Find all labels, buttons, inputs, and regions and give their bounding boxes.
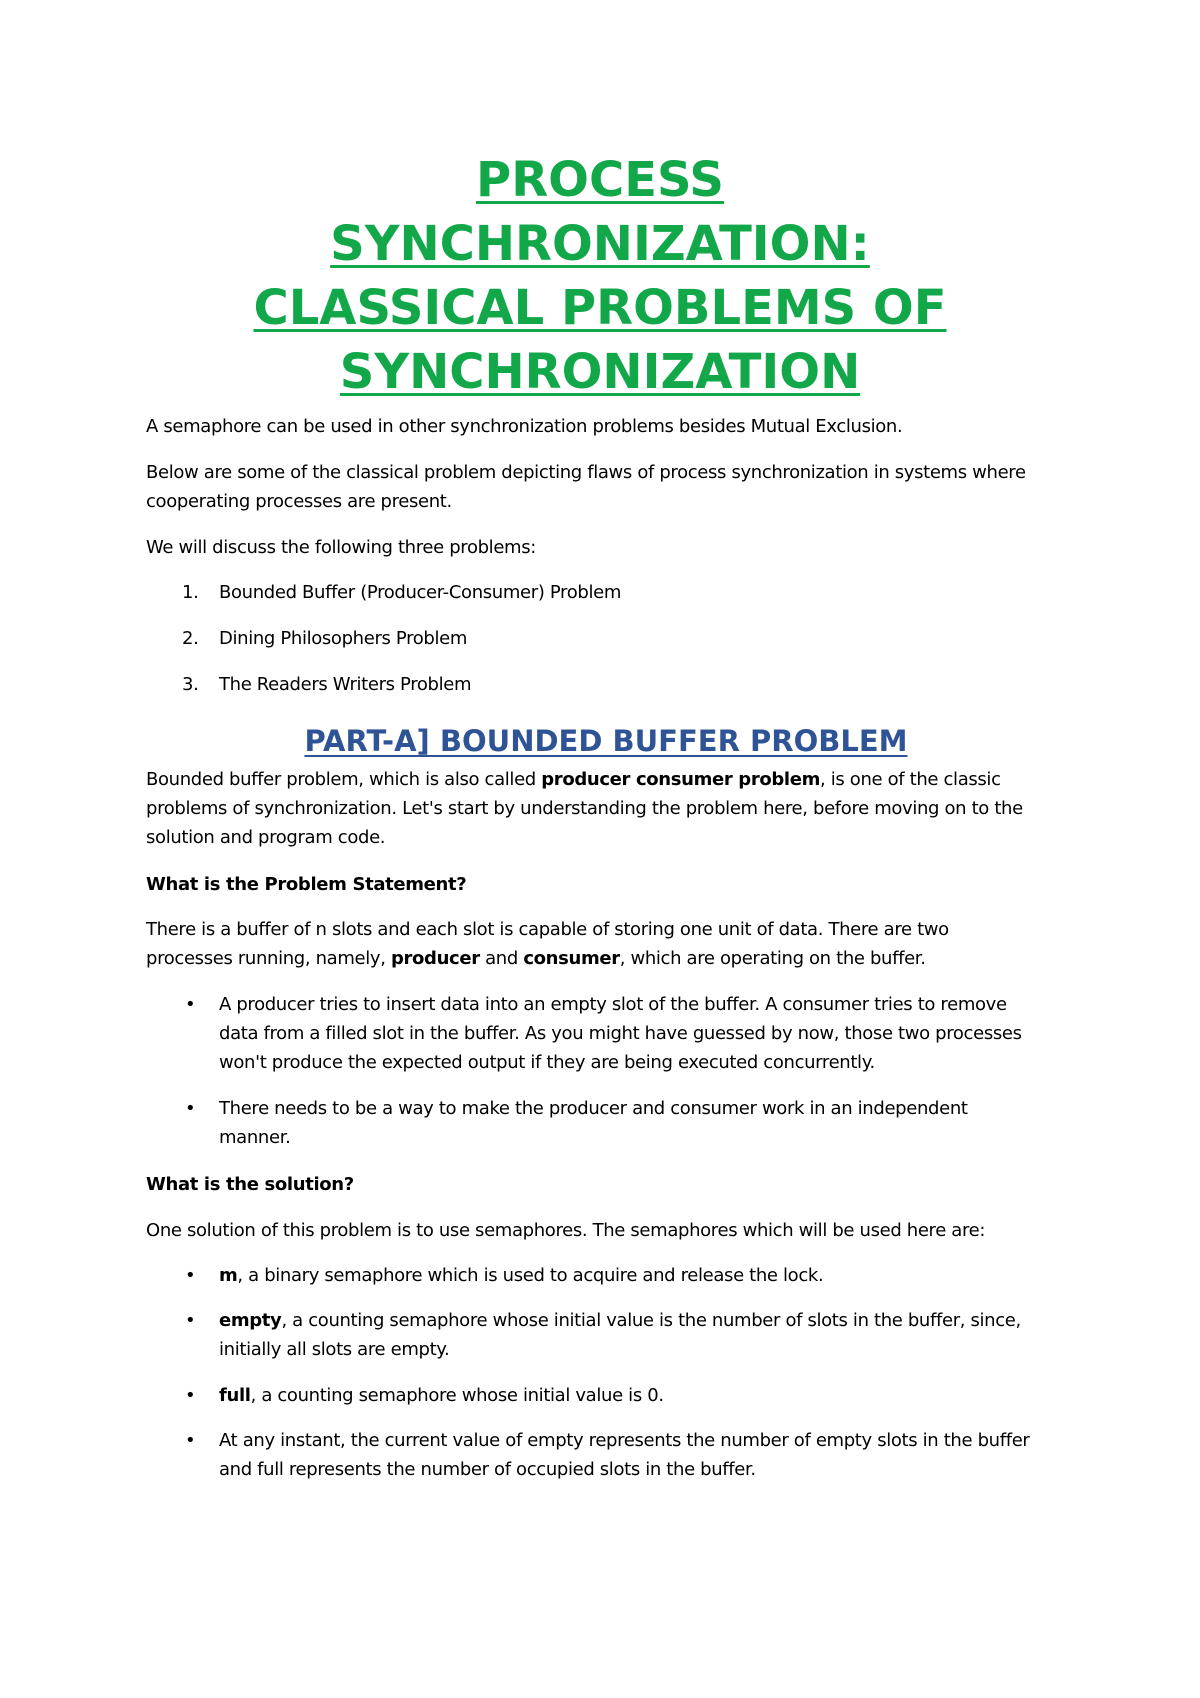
- paragraph-text: processes running, namely,: [146, 948, 391, 969]
- bullet-icon: •: [185, 1310, 196, 1331]
- bold-term: m: [219, 1265, 238, 1286]
- bold-term: consumer: [523, 948, 620, 969]
- section-heading-part-a: PART-A] BOUNDED BUFFER PROBLEM: [304, 724, 908, 758]
- solution-paragraph: One solution of this problem is to use semaphores. The semaphores which will be used here are:: [146, 1220, 986, 1241]
- paragraph-text: There is a buffer of n slots and each slot is capable of storing one unit of data. There are two: [146, 919, 949, 940]
- list-number: 1.: [182, 582, 199, 603]
- bullet-icon: •: [185, 994, 196, 1015]
- intro-paragraph-2-line-2: cooperating processes are present.: [146, 491, 452, 512]
- section-a-paragraph-1: [146, 765, 1066, 852]
- paragraph-text: and full represents the number of occupied slots in the buffer.: [219, 1459, 756, 1480]
- title-line-1: PROCESS: [476, 152, 724, 208]
- bold-term: producer: [390, 948, 480, 969]
- intro-paragraph-3: We will discuss the following three problems:: [146, 537, 536, 558]
- paragraph-text: solution and program code.: [146, 827, 386, 848]
- paragraph-text: , is one of the classic: [820, 769, 1001, 790]
- bullet-text: [219, 990, 1069, 1077]
- paragraph-text: won't produce the expected output if they are being executed concurrently.: [219, 1052, 875, 1073]
- intro-paragraph-2: [146, 458, 1066, 516]
- paragraph-text: initially all slots are empty.: [219, 1339, 450, 1360]
- paragraph-text: Bounded buffer problem, which is also called: [146, 769, 542, 790]
- paragraph-text: problems of synchronization. Let's start by understanding the problem here, before moving on to the: [146, 798, 1023, 819]
- paragraph-text: data from a filled slot in the buffer. As you might have guessed by now, those two processes: [219, 1023, 1022, 1044]
- bullet-text: [219, 1306, 1069, 1364]
- bullet-icon: •: [185, 1430, 196, 1451]
- paragraph-text: and: [479, 948, 524, 969]
- paragraph-text: , a counting semaphore whose initial value is 0.: [250, 1385, 664, 1406]
- title-line-2: SYNCHRONIZATION:: [330, 216, 870, 272]
- paragraph-text: manner.: [219, 1127, 291, 1148]
- intro-paragraph-1: A semaphore can be used in other synchronization problems besides Mutual Exclusion.: [146, 416, 903, 437]
- paragraph-text: There needs to be a way to make the producer and consumer work in an independent: [219, 1098, 968, 1119]
- bold-term: full: [219, 1385, 251, 1406]
- list-number: 2.: [182, 628, 199, 649]
- list-item-text: Bounded Buffer (Producer-Consumer) Problem: [219, 582, 621, 603]
- bold-term: producer consumer problem: [541, 769, 820, 790]
- title-line-3: CLASSICAL PROBLEMS OF: [253, 280, 947, 336]
- solution-subheading: What is the solution?: [146, 1174, 354, 1195]
- list-item-text: Dining Philosophers Problem: [219, 628, 468, 649]
- bullet-text: [219, 1381, 1069, 1410]
- intro-paragraph-2-line-1: Below are some of the classical problem depicting flaws of process synchronization in systems where: [146, 462, 1026, 483]
- page-title: [180, 148, 1020, 404]
- paragraph-text: , a counting semaphore whose initial value is the number of slots in the buffer, since,: [281, 1310, 1021, 1331]
- bullet-text: [219, 1426, 1069, 1484]
- list-item-text: The Readers Writers Problem: [219, 674, 472, 695]
- list-number: 3.: [182, 674, 199, 695]
- paragraph-text: , a binary semaphore which is used to acquire and release the lock.: [237, 1265, 824, 1286]
- bullet-icon: •: [185, 1265, 196, 1286]
- bullet-text: [219, 1261, 1069, 1290]
- paragraph-text: , which are operating on the buffer.: [619, 948, 926, 969]
- problem-statement-paragraph: [146, 915, 1066, 973]
- paragraph-text: A producer tries to insert data into an empty slot of the buffer. A consumer tries to remove: [219, 994, 1007, 1015]
- problem-statement-subheading: What is the Problem Statement?: [146, 874, 467, 895]
- bullet-text: [219, 1094, 1069, 1152]
- bullet-icon: •: [185, 1385, 196, 1406]
- paragraph-text: At any instant, the current value of empty represents the number of empty slots in the buffer: [219, 1430, 1030, 1451]
- title-line-4: SYNCHRONIZATION: [339, 344, 861, 400]
- bullet-icon: •: [185, 1098, 196, 1119]
- bold-term: empty: [219, 1310, 282, 1331]
